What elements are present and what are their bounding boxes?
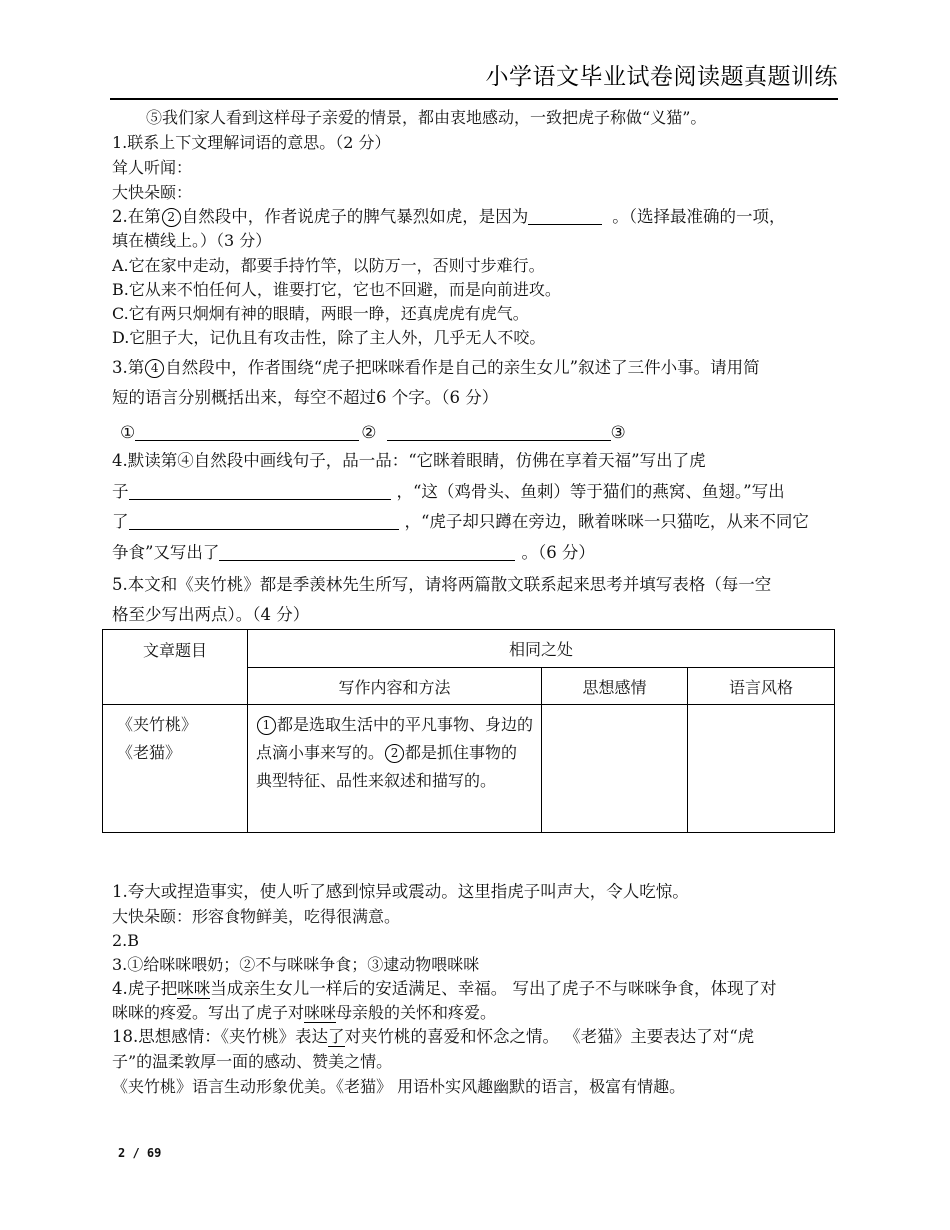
answer-1-line-2: 大快朵颐：形容食物鲜美，吃得很满意。 (112, 907, 401, 926)
answer-5-line-1-start: 18.思想感情：《夹竹桃》表达 (112, 1027, 328, 1046)
question-4-line-3 (112, 510, 842, 534)
answer-4-line-1-end: 当成亲生女儿一样后的安适满足、幸福。 写出了虎子不与咪咪争食，体现了对 (210, 979, 777, 998)
question-4-blank-2[interactable] (129, 511, 399, 530)
question-2-option-c: C.它有两只炯炯有神的眼睛，两眼一睁，还真虎虎有虎气。 (112, 304, 529, 323)
question-5-line-2: 格至少写出两点）。（4 分） (112, 605, 310, 624)
answer-4-line-2-end: 母亲般的关怀和疼爱。 (336, 1003, 497, 1022)
question-4-line-2 (112, 480, 842, 504)
paragraph-number-circle: 4 (145, 359, 164, 378)
header-divider (110, 98, 838, 100)
answer-3: 3.①给咪咪喂奶；②不与咪咪争食；③逮动物喂咪咪 (112, 955, 480, 974)
question-3-answer-row (120, 421, 850, 445)
answer-1-line-1: 1.夸大或捏造事实，使人听了感到惊异或震动。这里指虎子叫声大，令人吃惊。 (112, 882, 689, 901)
question-3-stem (112, 356, 842, 380)
question-3-stem-continued: 短的语言分别概括出来，每空不超过6 个字。（6 分） (112, 388, 499, 407)
paragraph-5-text: 我们家人看到这样母子亲爱的情景，都由衷地感动，一致把虎子称做“义猫”。 (162, 108, 707, 127)
question-2-option-a: A.它在家中走动，都要手持竹竿，以防万一，否则寸步难行。 (112, 256, 545, 275)
paragraph-5-number: ⑤ (146, 108, 163, 127)
question-2-option-d: D.它胆子大，记仇且有攻击性，除了主人外，几乎无人不咬。 (112, 328, 546, 347)
answer-5-line-3: 《夹竹桃》语言生动形象优美。《老猫》 用语朴实风趣幽默的语言，极富有情趣。 (112, 1077, 686, 1096)
question-2-stem (112, 205, 842, 229)
table-header-common: 相同之处 (248, 630, 835, 668)
question-4-line-4 (112, 541, 842, 565)
question-1-word-1: 耸人听闻： (112, 158, 193, 177)
point-number-circle: 1 (257, 716, 276, 735)
question-4-line-4-start: 争食”又写出了 (112, 543, 220, 562)
table-header-style: 语言风格 (688, 668, 835, 705)
table-header-emotion: 思想感情 (542, 668, 688, 705)
answer-mark-2: ② (361, 423, 377, 443)
question-2-stem-continued: 填在横线上。）（3 分） (112, 231, 272, 250)
question-4-line-4-end: 。（6 分） (521, 543, 595, 562)
answer-4-line-2 (112, 1001, 842, 1025)
table-cell-emotion-blank[interactable] (542, 705, 688, 833)
answer-4-line-1-start: 4.虎子把 (112, 979, 178, 998)
answer-4-underlined-word: 咪咪 (304, 1003, 337, 1022)
answer-5-line-1-end: 对夹竹桃的喜爱和怀念之情。 《老猫》主要表达了对“虎 (344, 1027, 755, 1046)
table-cell-content (248, 705, 542, 833)
question-4-line-3-start: 了 (112, 512, 129, 531)
answer-5-line-1 (112, 1025, 842, 1049)
question-4-line-2-start: 子 (112, 482, 129, 501)
passage-paragraph-5 (146, 106, 876, 130)
header-title: 小学语文毕业试卷阅读题真题训练 (485, 64, 838, 90)
answer-5-line-2: 子”的温柔敦厚一面的感动、赞美之情。 (112, 1052, 393, 1071)
content-point-2: 都是抓住事物的典型特征、品性来叙述和描写的。 (256, 743, 518, 790)
question-4-line-1: 4.默读第④自然段中画线句子，品一品：“它眯着眼睛，仿佛在享着天福”写出了虎 (112, 451, 706, 470)
comparison-table (102, 629, 835, 833)
question-4-line-2-end: ，“这（鸡骨头、鱼刺）等于猫们的燕窝、鱼翅。”写出 (396, 482, 785, 501)
row-title-laomao: 《老猫》 (117, 743, 182, 762)
answer-4-line-2-start: 咪咪的疼爱。写出了虎子对 (112, 1003, 305, 1022)
paragraph-number-circle: 2 (162, 208, 181, 227)
question-1-stem: 1.联系上下文理解词语的意思。（2 分） (112, 133, 391, 152)
question-4-blank-1[interactable] (129, 481, 391, 500)
answer-4-underlined-word: 咪咪 (177, 979, 211, 998)
answer-2: 2.B (112, 931, 140, 950)
question-3-stem-rest: 自然段中，作者围绕“虎子把咪咪看作是自己的亲生女儿”叙述了三件小事。请用简 (165, 358, 760, 377)
row-title-jiazhutao: 《夹竹桃》 (117, 715, 198, 734)
answer-mark-3: ③ (610, 423, 626, 443)
question-3-blank-1[interactable] (135, 422, 359, 441)
content-point-1: 都是选取生活中的平凡事物、身边的点滴小事来写的。 (256, 715, 534, 762)
question-4-blank-3[interactable] (219, 542, 515, 561)
question-2-stem-start: 2.在第 (112, 207, 161, 226)
table-cell-titles (103, 705, 248, 833)
answer-4-line-1 (112, 977, 842, 1001)
answer-mark-1: ① (120, 423, 136, 443)
table-header-title: 文章题目 (103, 630, 248, 705)
answer-5-underlined-word: 了 (328, 1027, 345, 1046)
question-2-stem-middle: 自然段中，作者说虎子的脾气暴烈如虎，是因为 (181, 207, 529, 226)
table-cell-style-blank[interactable] (688, 705, 835, 833)
question-2-answer-blank[interactable] (528, 206, 602, 225)
question-2-stem-end: 。（选择最准确的一项， (612, 207, 786, 226)
question-2-option-b: B.它从来不怕任何人，谁要打它，它也不回避，而是向前进攻。 (112, 280, 561, 299)
question-1-word-2: 大快朵颐： (112, 183, 193, 202)
point-number-circle: 2 (385, 744, 404, 763)
page-number: 2 / 69 (118, 1146, 162, 1160)
question-3-blank-2[interactable] (387, 422, 611, 441)
question-3-stem-start: 3.第 (112, 358, 145, 377)
question-4-line-3-end: ，“虎子却只蹲在旁边，瞅着咪咪一只猫吃，从来不同它 (404, 512, 809, 531)
question-5-line-1: 5.本文和《夹竹桃》都是季羡林先生所写，请将两篇散文联系起来思考并填写表格（每一空 (112, 575, 772, 594)
table-header-content: 写作内容和方法 (248, 668, 542, 705)
